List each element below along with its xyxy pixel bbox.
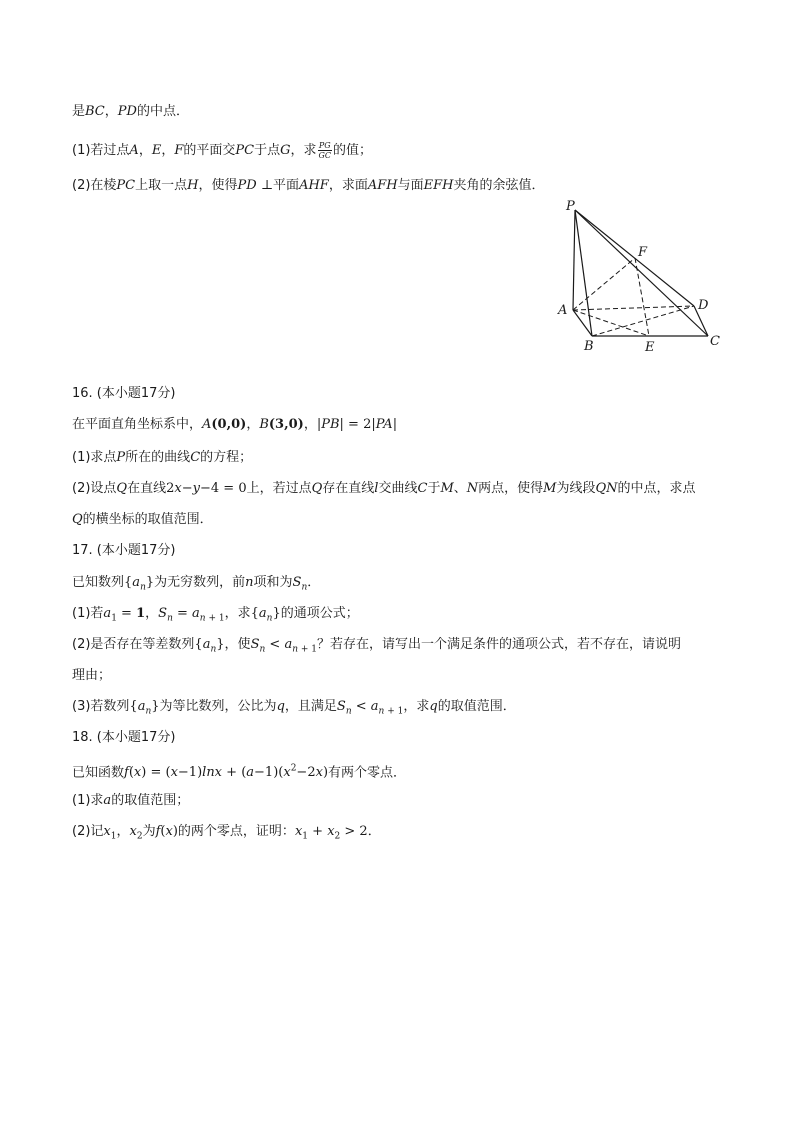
text: ． xyxy=(307,575,321,590)
label-B: B xyxy=(584,339,594,354)
math: PC xyxy=(116,178,136,193)
text: ，求 xyxy=(290,143,317,158)
q17-part2-line2: 理由； xyxy=(72,668,112,683)
math: G xyxy=(280,143,291,158)
text: 在平面直角坐标系中， xyxy=(72,417,203,432)
q16-part2-line2 xyxy=(72,511,213,529)
text: 上取一点 xyxy=(135,178,188,193)
text: 与面 xyxy=(397,178,424,193)
q17-part1 xyxy=(72,605,359,628)
text: ． xyxy=(367,824,381,839)
math: M xyxy=(440,481,454,496)
text: 的两个零点，证明： xyxy=(177,824,295,839)
text: 的方程； xyxy=(200,450,253,465)
text: ，使 xyxy=(224,637,251,652)
q16-stem: 在平面直角坐标系中，A(0,0)，B(3,0)，|PB| = 2|PA| xyxy=(72,417,398,432)
math: AHF xyxy=(299,178,329,193)
text: 为无穷数列，前 xyxy=(154,575,246,590)
label-D: D xyxy=(698,298,709,313)
text: (2)是否存在等差数列 xyxy=(72,637,195,652)
math: |PB| = 2|PA| xyxy=(316,417,398,432)
text: 项和为 xyxy=(253,575,293,590)
text: 为等比数列，公比为 xyxy=(159,699,277,714)
text: ，求 xyxy=(403,699,430,714)
math: BC xyxy=(85,104,105,119)
pyramid-figure xyxy=(556,196,726,356)
math: A xyxy=(129,143,139,158)
text: 在直线 xyxy=(127,481,167,496)
text: (1)若过点 xyxy=(72,143,130,158)
text: (1)求点 xyxy=(72,450,117,465)
text: 为线段 xyxy=(556,481,596,496)
q17-stem xyxy=(72,574,320,597)
math: $S_n < a_{n + 1}$ xyxy=(250,637,317,655)
text: 为 xyxy=(142,824,156,839)
math: (0,0) xyxy=(211,417,247,432)
math: (3,0) xyxy=(268,417,304,432)
text: 所在的曲线 xyxy=(125,450,191,465)
math: n xyxy=(245,575,254,590)
math: $\{a_n\}$ xyxy=(129,699,160,717)
text: 有两个零点． xyxy=(328,765,407,781)
math: f(x) xyxy=(155,824,178,839)
text: 的值； xyxy=(333,143,373,158)
text: 的横坐标的取值范围． xyxy=(82,512,213,527)
text: ，使得 xyxy=(198,178,238,193)
text: ？若存在，请写出一个满足条件的通项公式，若不存在，请说明 xyxy=(317,637,682,652)
label-C: C xyxy=(710,334,720,349)
text: 两点，使得 xyxy=(478,481,544,496)
label-F: F xyxy=(638,245,648,260)
q17-part2 xyxy=(72,636,681,659)
math: $\{a_n\}$ xyxy=(124,575,155,593)
text: 于 xyxy=(427,481,441,496)
q18-header: 18. (本小题17分) xyxy=(72,730,176,745)
q18-part2 xyxy=(72,823,381,846)
math: l xyxy=(374,481,379,496)
text: 的通项公式； xyxy=(280,606,359,621)
text: 的取值范围； xyxy=(111,793,190,808)
text: 是 xyxy=(72,104,86,119)
math: $x_1 + x_2 > 2$ xyxy=(294,824,368,842)
math: E xyxy=(151,143,162,158)
math: M xyxy=(543,481,557,496)
math: $a_1 = 1$，$S_n = a_{n + 1}$ xyxy=(103,606,225,624)
math: q xyxy=(429,699,438,714)
math: EFH xyxy=(423,178,454,193)
q15-part1: (1)若过点A，E，F的平面交PC于点G，求 $\frac{PG}{GC}$ 的值； xyxy=(72,141,373,160)
math: $f(x) = (x-1)\ln x + (a-1)(x^2-2x)$ xyxy=(124,764,329,781)
text: 夹角的余弦值． xyxy=(453,178,545,193)
math: C xyxy=(417,481,428,496)
text: ，求面 xyxy=(328,178,368,193)
q16-header: 16. (本小题17分) xyxy=(72,386,176,401)
q15-part2 xyxy=(72,177,544,195)
fraction-pg-gc: $\frac{PG}{GC}$ xyxy=(318,141,332,160)
math: N xyxy=(466,481,479,496)
q16-part2: (2)设点Q在直线2x−y−4 = 0上，若过点Q存在直线l交曲线C于M、N两点，使得M为线段QN的中点，求点 xyxy=(72,481,696,496)
q18-part1 xyxy=(72,792,189,810)
math: C xyxy=(190,450,201,465)
text: ，求 xyxy=(224,606,251,621)
label-P: P xyxy=(566,199,575,214)
math: Q xyxy=(311,481,323,496)
q15-continuation: 是BC，PD的中点． xyxy=(72,104,189,119)
math: A xyxy=(202,417,212,432)
math: F xyxy=(174,143,184,158)
text: 已知函数 xyxy=(72,765,125,781)
math: H xyxy=(187,178,199,193)
math: a xyxy=(103,793,112,808)
math: q xyxy=(276,699,285,714)
math: B xyxy=(259,417,269,432)
math: PC xyxy=(235,143,255,158)
text: ，且满足 xyxy=(284,699,337,714)
q16-part1 xyxy=(72,449,252,467)
math: PD xyxy=(117,104,137,119)
text: 存在直线 xyxy=(322,481,375,496)
q17-header: 17. (本小题17分) xyxy=(72,543,176,558)
math: 2x−y−4 = 0 xyxy=(166,481,247,496)
text: 的中点，求点 xyxy=(617,481,696,496)
text: 的取值范围． xyxy=(437,699,516,714)
text: 的平面交 xyxy=(183,143,236,158)
math: PD xyxy=(237,178,257,193)
text: 已知数列 xyxy=(72,575,125,590)
text: 的中点． xyxy=(136,104,189,119)
q17-part3 xyxy=(72,698,516,721)
label-A: A xyxy=(558,303,568,318)
perp-symbol: ⊥ xyxy=(260,178,274,193)
text: 平面 xyxy=(273,178,300,193)
text: (2)记 xyxy=(72,824,104,839)
math: $S_n$ xyxy=(292,575,308,593)
text: 上，若过点 xyxy=(246,481,312,496)
text: (1)求 xyxy=(72,793,104,808)
text: (1)若 xyxy=(72,606,104,621)
text: (2)在棱 xyxy=(72,178,117,193)
math: P xyxy=(116,450,126,465)
math: $\{a_n\}$ xyxy=(250,606,281,624)
text: 于点 xyxy=(254,143,281,158)
math: $x_1$，$x_2$ xyxy=(103,824,143,842)
math: $\{a_n\}$ xyxy=(194,637,225,655)
math: AFH xyxy=(367,178,398,193)
text: 交曲线 xyxy=(378,481,418,496)
text: (2)设点 xyxy=(72,481,117,496)
label-E: E xyxy=(645,340,655,355)
math: Q xyxy=(72,512,83,527)
math: Q xyxy=(116,481,128,496)
text: (3)若数列 xyxy=(72,699,130,714)
math: QN xyxy=(595,481,618,496)
q18-stem xyxy=(72,760,406,782)
math: $S_n < a_{n + 1}$ xyxy=(336,699,404,717)
